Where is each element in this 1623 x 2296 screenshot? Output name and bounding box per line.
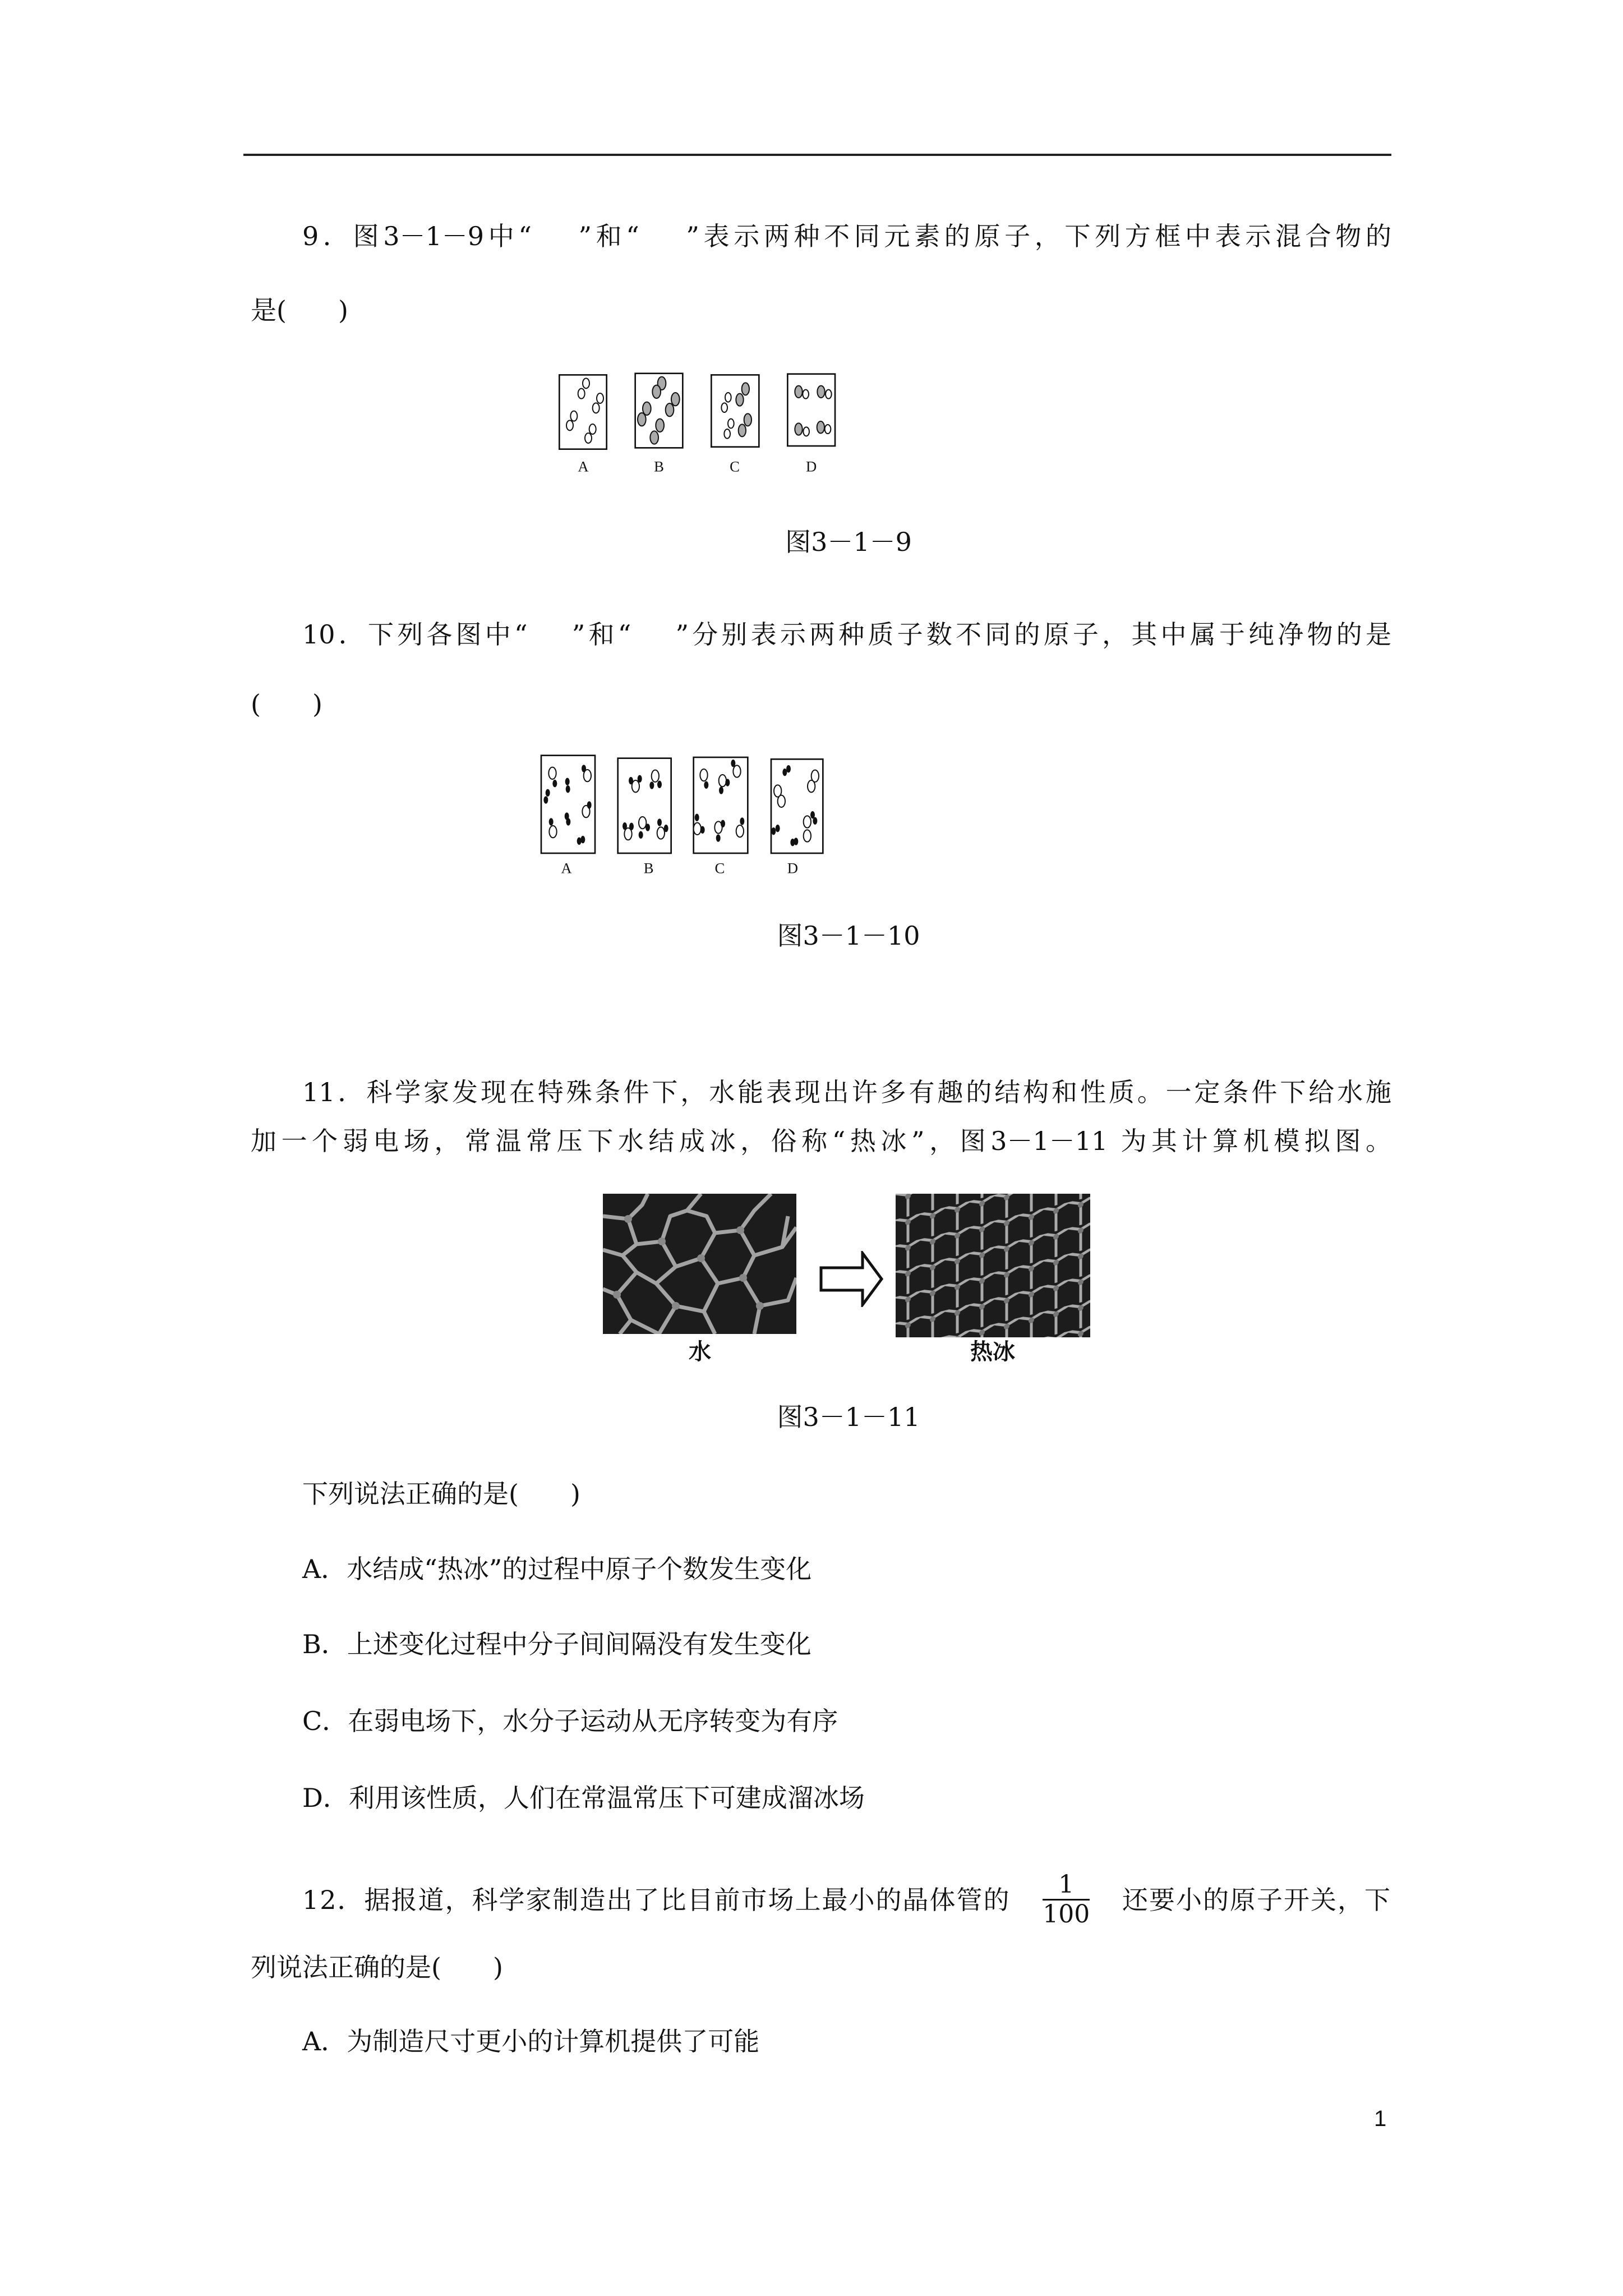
option-c-label: C: [730, 458, 740, 475]
option-d-label: D: [806, 458, 817, 475]
water-label: 水: [689, 1338, 711, 1365]
figure-3-1-11-caption: 图3－1－11: [777, 1402, 920, 1432]
page-number: 1: [1374, 2106, 1387, 2131]
fraction-denominator: 100: [1043, 1900, 1090, 1929]
q12-text-after: 还要小的原子开关，下: [1122, 1884, 1391, 1915]
water-structure-image: [603, 1194, 796, 1334]
q11-choice-b[interactable]: B．上述变化过程中分子间间隔没有发生变化: [302, 1629, 811, 1659]
hot-ice-structure-image: [896, 1194, 1090, 1337]
gray-atoms: [638, 377, 825, 444]
q12-text-before: 12．据报道，科学家制造出了比目前市场上最小的晶体管的: [302, 1884, 1011, 1915]
q10-line2: ( ): [251, 689, 322, 719]
q9-line1: 9．图3－1－9中“ ”和“ ”表示两种不同元素的原子，下列方框中表示混合物的: [302, 221, 1391, 251]
q11-choice-c[interactable]: C．在弱电场下，水分子运动从无序转变为有序: [302, 1706, 838, 1736]
figure-3-1-9: [555, 365, 1144, 494]
option-c-label: C: [714, 859, 725, 877]
q11-line2: 加一个弱电场，常温常压下水结成冰，俗称“热冰”，图3－1－11 为其计算机模拟图。: [251, 1126, 1391, 1156]
q12-choice-a[interactable]: A．为制造尺寸更小的计算机提供了可能: [302, 2026, 760, 2056]
option-b-label: B: [654, 458, 664, 475]
option-b-label: B: [643, 859, 654, 877]
figure-3-1-9-caption: 图3－1－9: [785, 527, 912, 557]
option-d-label: D: [787, 859, 798, 877]
q10-line1: 10．下列各图中“ ”和“ ”分别表示两种质子数不同的原子，其中属于纯净物的是: [302, 619, 1391, 650]
q11-prompt: 下列说法正确的是( ): [302, 1479, 580, 1509]
hot-ice-label: 热冰: [970, 1338, 1015, 1365]
option-a-label: A: [578, 458, 589, 475]
fraction-numerator: 1: [1043, 1871, 1090, 1901]
q11-choice-a[interactable]: A．水结成“热冰”的过程中原子个数发生变化: [302, 1554, 812, 1584]
q11-line1: 11．科学家发现在特殊条件下，水能表现出许多有趣的结构和性质。一定条件下给水施: [302, 1077, 1391, 1107]
q9-line2: 是( ): [251, 295, 348, 325]
header-rule: [243, 154, 1391, 156]
figure-3-1-10-caption: 图3－1－10: [777, 921, 920, 951]
q12-line2: 列说法正确的是( ): [251, 1952, 503, 1982]
q12-line1: [302, 1871, 1391, 1929]
box-d: [787, 374, 835, 446]
figure-3-1-10: [538, 752, 1155, 886]
q11-choice-d[interactable]: D．利用该性质，人们在常温常压下可建成溜冰场: [302, 1783, 865, 1813]
right-arrow-icon: [819, 1251, 885, 1307]
box-c: [711, 375, 759, 447]
fraction-one-hundredth: [1043, 1871, 1090, 1929]
option-a-label: A: [561, 859, 572, 877]
